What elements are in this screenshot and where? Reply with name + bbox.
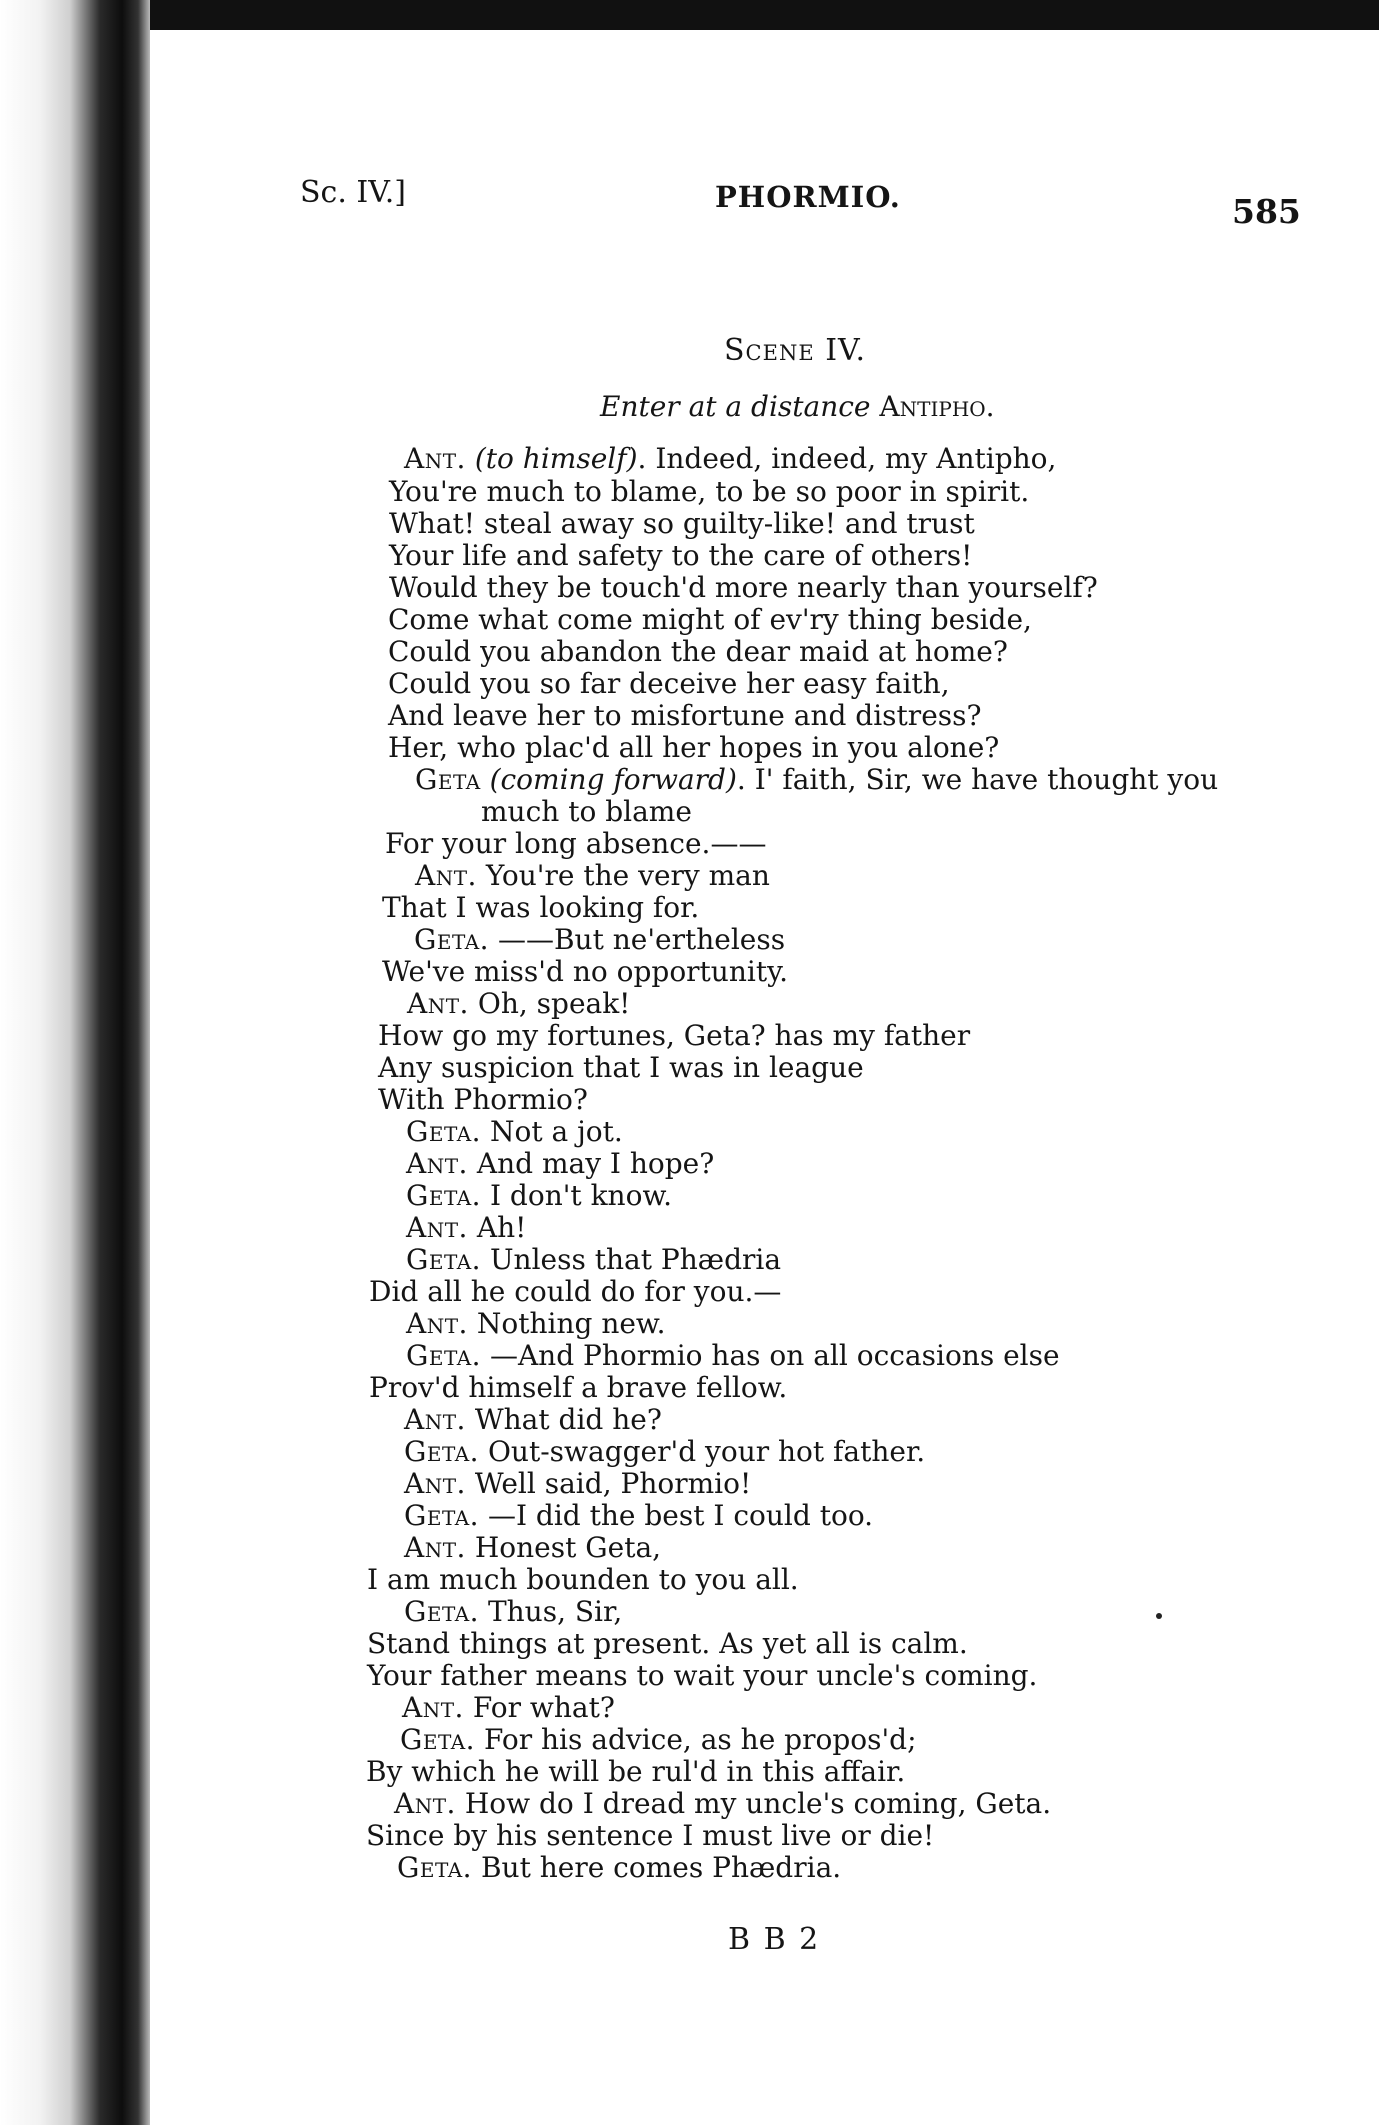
dialogue-line (414, 924, 785, 956)
speaker-name: Ant. (394, 1787, 456, 1820)
speaker-name: Geta. (406, 1243, 482, 1276)
line-text: Would they be touch'd more nearly than yourself? (389, 571, 1098, 604)
line-text: How do I dread my uncle's coming, Geta. (455, 1787, 1052, 1820)
dialogue-line (404, 1404, 662, 1436)
speaker-name: Ant. (406, 1147, 468, 1180)
dialogue-line (404, 1468, 751, 1500)
line-text: Unless that Phædria (481, 1243, 782, 1276)
line-text: For his advice, as he propos'd; (475, 1723, 917, 1756)
line-text: —I did the best I could too. (479, 1499, 874, 1532)
line-text: much to blame (481, 795, 692, 828)
line-text: You're much to blame, to be so poor in spirit. (389, 475, 1030, 508)
speaker-name: Geta. (406, 1115, 482, 1148)
dialogue-line (378, 1052, 864, 1084)
line-text: We've miss'd no opportunity. (382, 955, 789, 988)
dialogue-line (406, 1148, 714, 1180)
line-text: And may I hope? (467, 1147, 715, 1180)
dialogue-line (378, 1084, 588, 1116)
dialogue-line (388, 668, 950, 700)
page-number: 585 (1232, 192, 1301, 231)
line-text: And leave her to misfortune and distress? (388, 699, 982, 732)
dialogue-line (369, 1372, 787, 1404)
stage-note: (coming forward) (489, 763, 737, 796)
dialogue-line (366, 1756, 905, 1788)
dialogue-line (389, 508, 975, 540)
dialogue-line (406, 1116, 623, 1148)
scene-heading: Scene IV. (724, 333, 866, 368)
dialogue-line (404, 1500, 873, 1532)
signature-mark: B B 2 (728, 1922, 821, 1957)
line-text: Nothing new. (467, 1307, 666, 1340)
speaker-name: Geta. (406, 1339, 482, 1372)
dialogue-line (367, 1564, 799, 1596)
line-text: Your life and safety to the care of others! (389, 539, 973, 572)
speaker-name: Ant. (406, 1307, 468, 1340)
dialogue-line (385, 828, 766, 860)
line-text: Any suspicion that I was in league (378, 1051, 864, 1084)
dialogue-line (406, 1244, 781, 1276)
dialogue-line (389, 540, 972, 572)
line-text: Could you abandon the dear maid at home? (388, 635, 1008, 668)
line-text: What did he? (465, 1403, 662, 1436)
speaker-name: Ant. (406, 1211, 468, 1244)
line-text: Stand things at present. As yet all is calm. (367, 1627, 968, 1660)
line-text: I don't know. (481, 1179, 672, 1212)
dialogue-line (404, 1596, 622, 1628)
line-text: How go my fortunes, Geta? has my father (378, 1019, 971, 1052)
speaker-name: Geta. (406, 1179, 482, 1212)
dialogue-line (406, 1308, 665, 1340)
stage-direction-italic: Enter at a distance (600, 390, 871, 423)
dialogue-line (394, 1788, 1051, 1820)
line-text: For your long absence.—— (385, 827, 767, 860)
line-text: Out-swagger'd your hot father. (479, 1435, 926, 1468)
dialogue-line (388, 732, 999, 764)
dialogue-line (406, 1212, 526, 1244)
line-text: —And Phormio has on all occasions else (481, 1339, 1060, 1372)
line-text: Ah! (467, 1211, 527, 1244)
line-text: Since by his sentence I must live or die! (366, 1819, 935, 1852)
line-text: By which he will be rul'd in this affair. (366, 1755, 906, 1788)
line-text: For what? (463, 1691, 615, 1724)
dialogue-line (406, 1180, 672, 1212)
dialogue-line (400, 1724, 917, 1756)
line-text: Honest Geta, (465, 1531, 662, 1564)
speaker-name: Ant. (407, 987, 469, 1020)
dialogue-line (481, 796, 692, 828)
stage-direction-name: Antipho. (879, 390, 995, 423)
line-text: You're the very man (476, 859, 770, 892)
dialogue-line (397, 1852, 841, 1884)
line-text: Her, who plac'd all her hopes in you alone? (388, 731, 1000, 764)
speaker-name: Geta. (397, 1851, 473, 1884)
dialogue-line (366, 1820, 934, 1852)
speaker-name: Geta. (404, 1499, 480, 1532)
line-text: Your father means to wait your uncle's coming. (367, 1659, 1038, 1692)
dialogue-line (378, 1020, 970, 1052)
dialogue-line (388, 636, 1008, 668)
dialogue-line (367, 1628, 968, 1660)
dialogue-line (367, 1660, 1037, 1692)
line-text: But here comes Phædria. (472, 1851, 842, 1884)
stage-note: (to himself) (474, 442, 638, 475)
speaker-name: Ant. (404, 1403, 466, 1436)
speaker-name: Ant. (404, 1531, 466, 1564)
line-text: Come what come might of ev'ry thing beside, (388, 603, 1032, 636)
line-text: With Phormio? (378, 1083, 588, 1116)
line-text: Thus, Sir, (479, 1595, 623, 1628)
dialogue-line (402, 1692, 615, 1724)
dialogue-line (389, 476, 1029, 508)
line-text: I am much bounden to you all. (367, 1563, 799, 1596)
line-text: . I' faith, Sir, we have thought you (736, 763, 1219, 796)
line-text: . Indeed, indeed, my Antipho, (637, 442, 1057, 475)
dialogue-line (415, 764, 1218, 796)
speaker-name: Geta. (400, 1723, 476, 1756)
line-text: Oh, speak! (468, 987, 631, 1020)
stage-direction (600, 390, 995, 423)
running-head-section: Sc. IV.] (300, 175, 406, 210)
dialogue-line (404, 443, 1056, 475)
line-text: Could you so far deceive her easy faith, (388, 667, 950, 700)
speaker-name: Geta. (404, 1435, 480, 1468)
dialogue-line (404, 1532, 661, 1564)
dialogue-line (406, 1340, 1060, 1372)
speaker-name: Geta. (414, 923, 490, 956)
dialogue-line (415, 860, 770, 892)
speaker-name: Ant. (402, 1691, 464, 1724)
speaker-name: Geta. (404, 1595, 480, 1628)
speaker-name: Ant. (404, 442, 466, 475)
dialogue-line (389, 572, 1098, 604)
scan-speck (1156, 1613, 1162, 1619)
line-text: ——But ne'ertheless (489, 923, 786, 956)
dialogue-line (388, 604, 1032, 636)
speaker-name: Ant. (404, 1467, 466, 1500)
dialogue-line (382, 892, 699, 924)
line-text: That I was looking for. (382, 891, 700, 924)
dialogue-line (382, 956, 788, 988)
dialogue-line (407, 988, 630, 1020)
running-head-title: PHORMIO. (715, 180, 901, 214)
line-text: Did all he could do for you.— (369, 1275, 782, 1308)
dialogue-line (404, 1436, 925, 1468)
dialogue-line (369, 1276, 781, 1308)
line-text: Well said, Phormio! (465, 1467, 752, 1500)
line-text: What! steal away so guilty-like! and trust (389, 507, 975, 540)
dialogue-line (388, 700, 982, 732)
line-text: Prov'd himself a brave fellow. (369, 1371, 788, 1404)
speaker-name: Geta (415, 763, 481, 796)
line-text: Not a jot. (481, 1115, 623, 1148)
speaker-name: Ant. (415, 859, 477, 892)
